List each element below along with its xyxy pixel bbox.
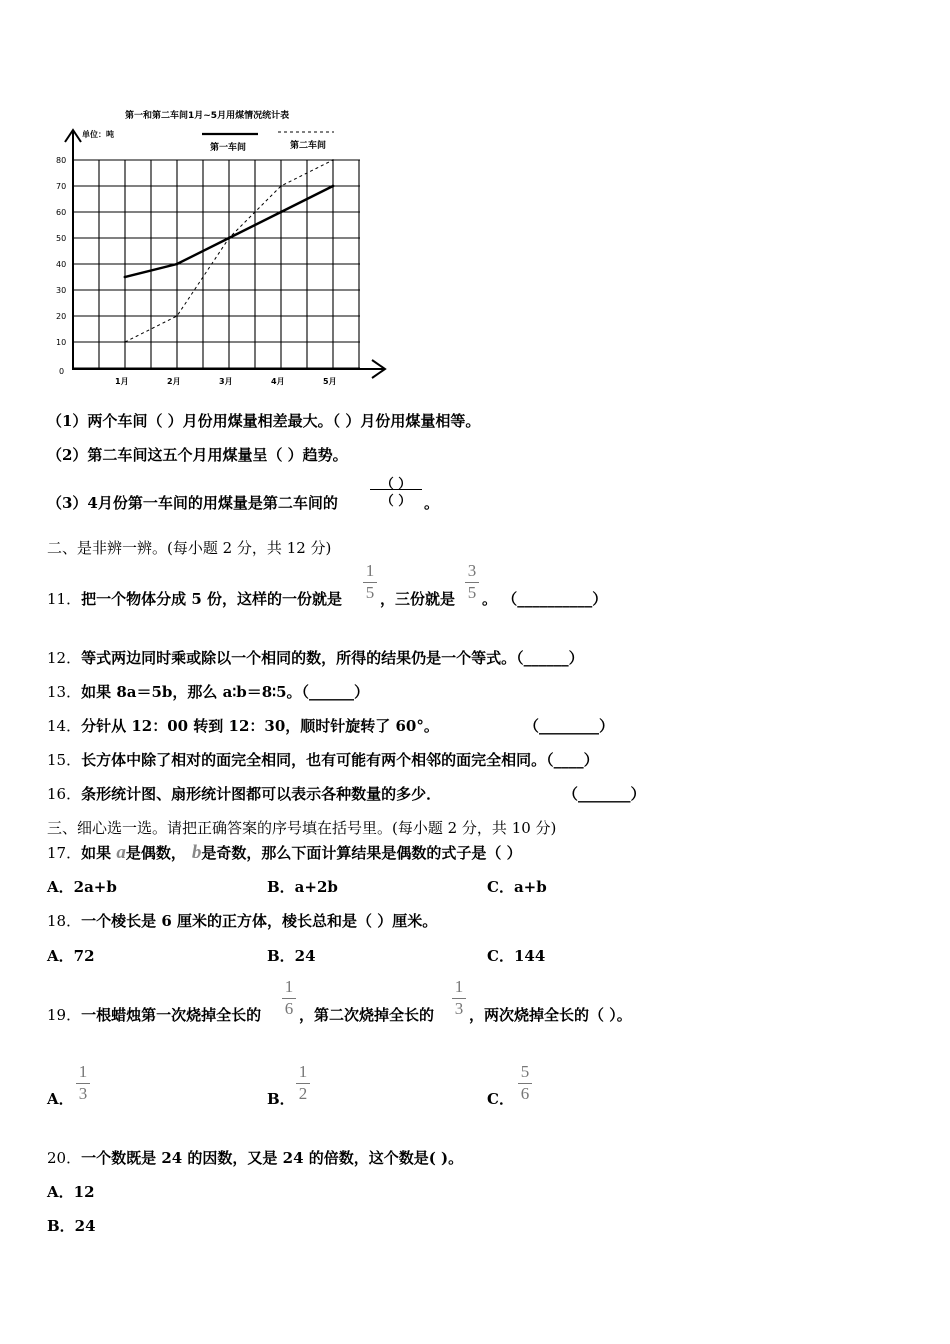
y-tick-label: 80	[56, 156, 67, 165]
y-tick-label: 10	[56, 338, 67, 347]
coal-usage-line-chart	[0, 0, 400, 395]
q17-option-c[interactable]: C．a+b	[487, 878, 547, 896]
q10-part-2: （2）第二车间这五个月用煤量呈（ ）趋势。	[47, 446, 348, 464]
numerator: 3	[467, 561, 477, 580]
numerator: 1	[78, 1062, 88, 1081]
y-tick-label: 40	[56, 260, 67, 269]
section-2-heading: 二、是非辨一辨。(每小题 2 分，共 12 分)	[47, 539, 332, 557]
legend-label-series-2: 第二车间	[290, 141, 327, 151]
question-number: 20．	[47, 1149, 82, 1167]
q19-option-b[interactable]	[267, 1088, 295, 1109]
denominator: 5	[467, 583, 477, 602]
q19-option-a-fraction	[73, 1062, 93, 1106]
x-tick-label: 3月	[219, 377, 233, 386]
data-point-series-2-2月	[176, 315, 178, 317]
question-number: 15．	[47, 751, 82, 769]
question-number: 12．	[47, 649, 82, 667]
q18-text: 一个棱长是 6 厘米的正方体，棱长总和是（ ）厘米。	[81, 912, 438, 930]
question-number: 16．	[47, 785, 82, 803]
q17-line	[47, 842, 522, 864]
x-tick-label: 5月	[323, 377, 337, 386]
numerator: 1	[298, 1062, 308, 1081]
data-point-series-1-4月	[280, 211, 283, 214]
q18-option-c[interactable]: C．144	[487, 947, 546, 965]
data-point-series-1-2月	[176, 263, 179, 266]
fraction-one-fifth	[360, 561, 380, 605]
section-3-heading: 三、细心选一选。请把正确答案的序号填在括号里。(每小题 2 分，共 10 分)	[47, 819, 557, 837]
data-point-series-1-5月	[332, 185, 335, 188]
option-label: B．	[267, 1090, 295, 1108]
question-number: 11．	[47, 590, 82, 608]
chart-unit-label: 单位：吨	[82, 130, 114, 139]
x-tick-label: 1月	[115, 377, 129, 386]
x-tick-label: 2月	[167, 377, 181, 386]
q16-answer-blank[interactable]: （_______）	[563, 785, 646, 803]
x-tick-labels	[115, 377, 337, 386]
q10-part-3-end: 。	[424, 494, 440, 512]
q14-line	[47, 715, 439, 736]
q17-text-b: 是偶数，	[125, 844, 186, 862]
q11-answer-blank[interactable]: 。 （__________）	[482, 590, 608, 608]
q11-text-b: ，三份就是	[380, 590, 456, 608]
q14-text: 分针从 12：00 转到 12：30，顺时针旋转了 60°。	[81, 717, 439, 735]
q11-text-a: 把一个物体分成 5 份，这样的一份就是	[81, 590, 342, 608]
denominator: 3	[454, 999, 464, 1018]
q19-text-c: ，两次烧掉全长的（ ）。	[469, 1006, 632, 1024]
q18-option-a[interactable]: A．72	[47, 947, 95, 965]
q10-part-1: （1）两个车间（ ）月份用煤量相差最大。（ ）月份用煤量相等。	[47, 412, 481, 430]
q18-line	[47, 910, 437, 931]
q17-text-a: 如果	[81, 844, 117, 862]
y-tick-label: 70	[56, 182, 67, 191]
q20-text: 一个数既是 24 的因数，又是 24 的倍数，这个数是( )。	[81, 1149, 464, 1167]
q12-line	[47, 647, 584, 668]
data-point-series-2-4月	[280, 185, 282, 187]
variable-a: a	[116, 842, 126, 863]
q19-text-a: 一根蜡烛第一次烧掉全长的	[81, 1006, 262, 1024]
q10-part-3: （3）4月份第一车间的用煤量是第二车间的	[47, 494, 338, 512]
q20-line	[47, 1147, 463, 1168]
legend-label-series-1: 第一车间	[210, 143, 247, 153]
chart-grid	[73, 160, 360, 368]
data-point-series-2-3月	[228, 237, 230, 239]
y-tick-label: 30	[56, 286, 67, 295]
question-number: 17．	[47, 844, 82, 862]
q19-option-c[interactable]	[487, 1088, 514, 1109]
question-number: 13．	[47, 683, 82, 701]
q11-line	[47, 588, 342, 609]
variable-b: b	[191, 842, 202, 863]
question-number: 19．	[47, 1006, 82, 1024]
blank-denominator: （ ）	[380, 494, 412, 509]
numerator: 1	[365, 561, 375, 580]
q17-option-a[interactable]: A．2a+b	[47, 878, 117, 896]
y-tick-label: 50	[56, 234, 67, 243]
q19-option-a[interactable]	[47, 1088, 74, 1109]
q19-option-c-fraction	[515, 1062, 535, 1106]
q10-part-3-blank-fraction[interactable]	[368, 473, 424, 507]
q19-option-b-fraction	[293, 1062, 313, 1106]
denominator: 5	[365, 583, 375, 602]
option-label: C．	[487, 1090, 514, 1108]
q16-line	[47, 783, 441, 804]
q19-text-b: ，第二次烧掉全长的	[299, 1006, 435, 1024]
q12-text: 等式两边同时乘或除以一个相同的数，所得的结果仍是一个等式。（______）	[81, 649, 584, 667]
q15-line	[47, 749, 599, 770]
q13-line	[47, 681, 369, 702]
denominator: 6	[284, 999, 294, 1018]
q20-option-a[interactable]: A．12	[47, 1183, 95, 1201]
data-point-series-2-5月	[332, 159, 334, 161]
question-number: 18．	[47, 912, 82, 930]
q17-text-c: 是奇数，那么下面计算结果是偶数的式子是（ ）	[201, 844, 522, 862]
fraction-one-sixth	[279, 977, 299, 1021]
x-tick-label: 4月	[271, 377, 285, 386]
q16-text: 条形统计图、扇形统计图都可以表示各种数量的多少．	[81, 785, 442, 803]
numerator: 1	[454, 977, 464, 996]
q14-answer-blank[interactable]: （________）	[524, 717, 615, 735]
q19-line	[47, 1004, 261, 1025]
option-label: A．	[47, 1090, 74, 1108]
y-tick-label: 20	[56, 312, 67, 321]
numerator: 1	[284, 977, 294, 996]
y-tick-label: 0	[59, 367, 65, 376]
fraction-three-fifths	[462, 561, 482, 605]
blank-numerator: （ ）	[380, 477, 412, 492]
q15-text: 长方体中除了相对的面完全相同，也有可能有两个相邻的面完全相同。（____）	[81, 751, 599, 769]
denominator: 2	[298, 1084, 308, 1103]
y-tick-label: 60	[56, 208, 67, 217]
q18-option-b[interactable]: B．24	[267, 947, 316, 965]
data-point-series-2-1月	[124, 341, 126, 343]
y-tick-labels	[56, 156, 66, 376]
q13-text: 如果 8a＝5b，那么 a∶b＝8∶5。（______）	[81, 683, 370, 701]
data-point-series-1-1月	[124, 276, 127, 279]
q17-option-b[interactable]: B．a+2b	[267, 878, 338, 896]
numerator: 5	[520, 1062, 530, 1081]
fraction-one-third	[449, 977, 469, 1021]
q20-option-b[interactable]: B．24	[47, 1217, 96, 1235]
chart-title: 第一和第二车间1月~5月用煤情况统计表	[125, 111, 290, 121]
denominator: 6	[520, 1084, 530, 1103]
question-number: 14．	[47, 717, 82, 735]
denominator: 3	[78, 1084, 88, 1103]
